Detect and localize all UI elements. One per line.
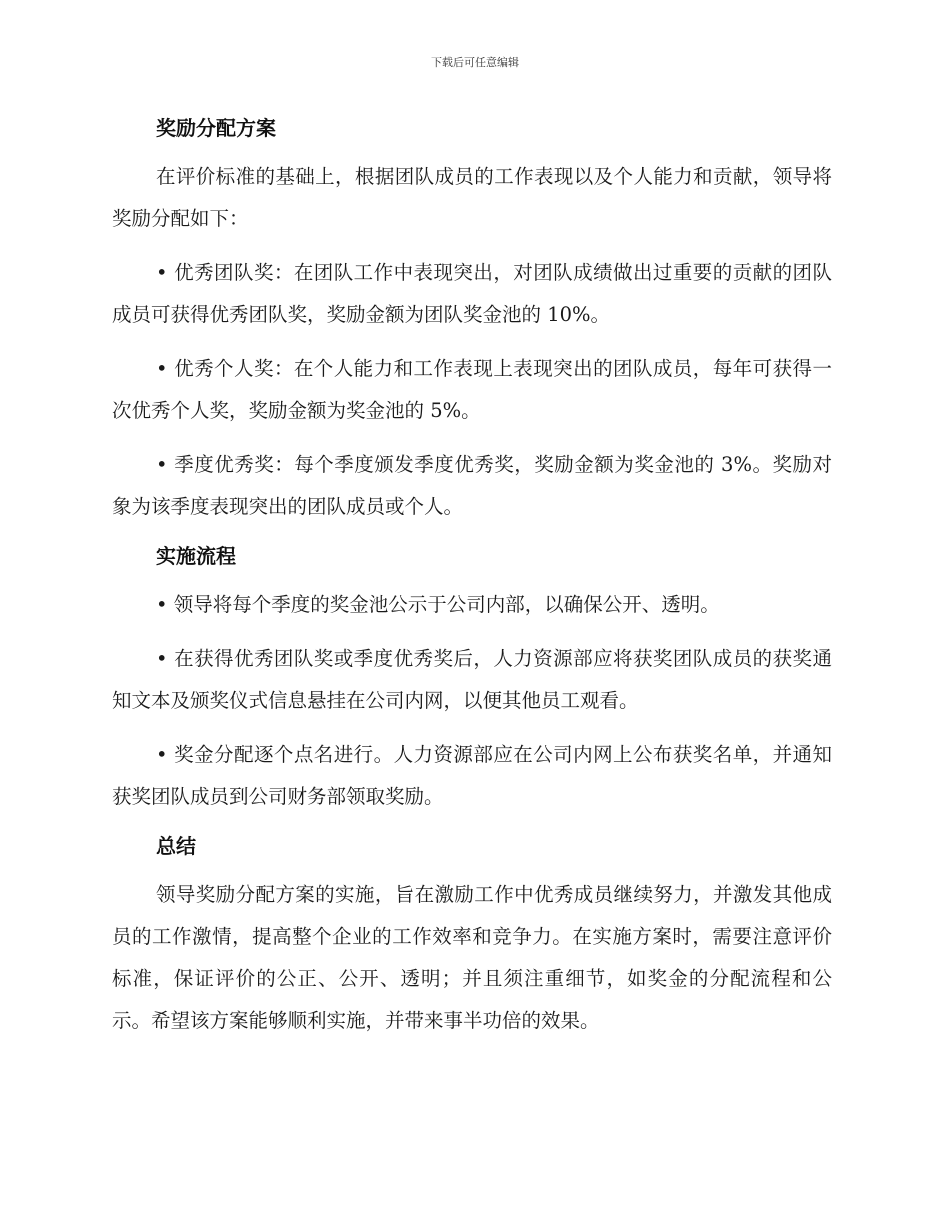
- process-item-notify: • 在获得优秀团队奖或季度优秀奖后，人力资源部应将获奖团队成员的获奖通知文本及颁奖仪式信息悬挂在公司内网，以便其他员工观看。: [112, 647, 832, 712]
- section-title-process: 实施流程: [156, 544, 236, 568]
- process-item-announce: • 领导将每个季度的奖金池公示于公司内部，以确保公开、透明。: [156, 593, 720, 616]
- reward-item-individual: • 优秀个人奖：在个人能力和工作表现上表现突出的团队成员，每年可获得一次优秀个人奖，奖励金额为奖金池的 5%。: [112, 357, 832, 422]
- page-header-note: 下载后可任意编辑: [431, 56, 519, 69]
- summary-paragraph: 领导奖励分配方案的实施，旨在激励工作中优秀成员继续努力，并激发其他成员的工作激情，提高整个企业的工作效率和竞争力。在实施方案时，需要注意评价标准，保证评价的公正、公开、透明；并且须注重细节，如奖金的分配流程和公示。希望该方案能够顺利实施，并带来事半功倍的效果。: [112, 883, 832, 1032]
- section-title-summary: 总结: [156, 834, 196, 858]
- document-body: [112, 108, 832, 1042]
- process-item-distribute: • 奖金分配逐个点名进行。人力资源部应在公司内网上公布获奖名单，并通知获奖团队成员到公司财务部领取奖励。: [112, 743, 832, 808]
- section-title-reward: 奖励分配方案: [156, 116, 276, 140]
- reward-item-quarterly: • 季度优秀奖：每个季度颁发季度优秀奖，奖励金额为奖金池的 3%。奖励对象为该季度表现突出的团队成员或个人。: [112, 453, 832, 518]
- reward-intro-paragraph: 在评价标准的基础上，根据团队成员的工作表现以及个人能力和贡献，领导将奖励分配如下：: [112, 165, 832, 230]
- reward-item-team: • 优秀团队奖：在团队工作中表现突出，对团队成绩做出过重要的贡献的团队成员可获得优秀团队奖，奖励金额为团队奖金池的 10%。: [112, 261, 832, 326]
